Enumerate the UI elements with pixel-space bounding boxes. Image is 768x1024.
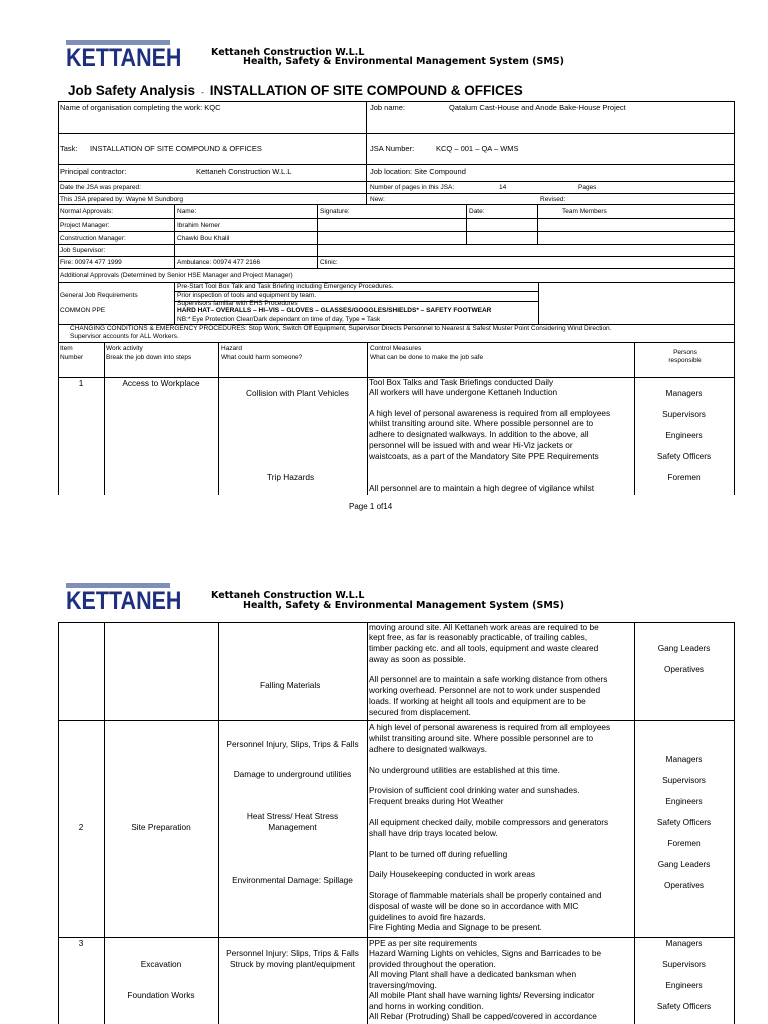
person-item: Supervisors (662, 409, 706, 419)
control-line: provided throughout the operation. (369, 959, 496, 969)
control-line: All personnel are to maintain a high degree of vigilance whilst (369, 483, 595, 493)
col-persons: Persons (673, 349, 697, 356)
principal-value: Kettaneh Construction W.L.L (196, 167, 292, 176)
person-item: Safety Officers (656, 1001, 712, 1011)
person-item: Safety Officers (656, 451, 712, 461)
date-prepared: Date the JSA was prepared: (60, 184, 141, 191)
control-line: All mobile Plant shall have warning lights/ Reversing indicator (369, 990, 595, 1000)
company-name-2: Kettaneh Construction W.L.L (211, 590, 365, 601)
control-line: All personnel are to maintain a safe working distance from others (369, 674, 608, 684)
person-item: Supervisors (662, 775, 706, 785)
job-location: Job location: Site Compound (370, 167, 466, 176)
person-item: Engineers (665, 796, 703, 806)
pages-word: Pages (578, 184, 597, 191)
changing-conditions-1: CHANGING CONDITIONS & EMERGENCY PROCEDURES: Stop Work, Switch Off Equipment, Supervisor Directs Personnel to Nearest & Safest Muster Point Considering Wind Direction. (70, 325, 612, 332)
row3-activity-excavation: Excavation (140, 959, 182, 969)
jsa-number-label: JSA Number: (370, 144, 415, 153)
person-item: Foremen (667, 838, 701, 848)
signature-label: Signature: (320, 208, 350, 215)
system-name: Health, Safety & Environmental Management System (SMS) (243, 56, 564, 67)
control-line: whilst transiting around site. Where possible personnel are to (369, 418, 594, 428)
col-item: Item (60, 345, 73, 352)
control-line: working overhead. Personnel are not to work under suspended (369, 685, 601, 695)
control-line: and horns in working condition. (369, 1001, 484, 1011)
row3-item: 3 (78, 938, 84, 948)
title-label: Job Safety Analysis (68, 83, 196, 98)
logo-text: KETTANEH (66, 44, 182, 72)
person-item: Managers (665, 938, 703, 948)
title-name: INSTALLATION OF SITE COMPOUND & OFFICES (209, 83, 523, 98)
person-item: Supervisors (662, 959, 706, 969)
job-name-label: Job name: (370, 103, 406, 112)
ppe-1: HARD HAT– OVERALLS – HI–VIS – GLOVES – GLASSES/GOGGLES/SHIELDS* – SAFETY FOOTWEAR (177, 307, 492, 314)
control-line: A high level of personal awareness is required from all employees (369, 408, 611, 418)
control-line: adhere to designated walkways. In addition to the above, all (369, 429, 589, 439)
row1-hazard-collision: Collision with Plant Vehicles (246, 388, 349, 398)
project-manager-name: Ibrahim Nemer (177, 222, 220, 229)
date-label: Date: (469, 208, 485, 215)
person-item: Managers (665, 754, 703, 764)
row1-hazard-falling: Falling Materials (260, 680, 321, 690)
control-line: Provision of sufficient cool drinking water and sunshades. (369, 785, 580, 795)
col-activity-sub: Break the job down into steps (106, 354, 192, 361)
general-req-1: Pre-Start Tool Box Talk and Task Briefing including Emergency Procedures. (177, 283, 394, 290)
col-hazard-sub: What could harm someone? (221, 354, 303, 361)
control-line: personnel will be issued with and wear Hi-Viz jackets or (369, 440, 573, 450)
control-line: waistcoats, as a part of the Mandatory Site PPE Requirements (369, 451, 599, 461)
task-value: INSTALLATION OF SITE COMPOUND & OFFICES (90, 144, 262, 153)
page-number: Page 1 of14 (349, 502, 393, 511)
general-req-label: General Job Requirements (60, 292, 138, 299)
fire-number: Fire: 00974 477 1999 (60, 259, 122, 266)
job-supervisor-label: Job Supervisor: (60, 247, 106, 254)
control-line: All workers will have undergone Kettaneh Induction (369, 387, 558, 397)
control-line: adhere to designated walkways. (369, 744, 488, 754)
hazard-item: Personnel Injury: Slips, Trips & Falls (226, 948, 359, 958)
principal-label: Principal contractor: (60, 167, 127, 176)
control-line: disposal of waste will be done so in accordance with MIC (369, 901, 579, 911)
control-line: Fire Fighting Media and Signage to be present. (369, 922, 542, 932)
name-label: Name: (177, 208, 197, 215)
title-dash: - (201, 88, 204, 97)
additional-approvals: Additional Approvals (Determined by Senior HSE Manager and Project Manager) (60, 272, 293, 279)
control-line: away as soon as possible. (369, 654, 466, 664)
system-name-2: Health, Safety & Environmental Management System (SMS) (243, 600, 564, 611)
person-item: Gang Leaders (657, 643, 711, 653)
hazard-item: Environmental Damage: Spillage (232, 875, 353, 885)
control-line: Daily Housekeeping conducted in work areas (369, 869, 536, 879)
person-item: Gang Leaders (657, 859, 711, 869)
hazard-item: Damage to underground utilities (233, 769, 352, 779)
person-item: Engineers (665, 430, 703, 440)
control-line: All Rebar (Protruding) Shall be capped/covered in accordance (369, 1011, 597, 1021)
hazard-item: Heat Stress/ Heat Stress (246, 811, 339, 821)
control-line: Frequent breaks during Hot Weather (369, 796, 504, 806)
revised-label: Revised: (540, 196, 566, 203)
hazard-item: Struck by moving plant/equipment (230, 959, 355, 969)
hazard-item: Management (268, 822, 317, 832)
person-item: Engineers (665, 980, 703, 990)
control-line: All moving Plant shall have a dedicated banksman when (369, 969, 577, 979)
ambulance-number: Ambulance: 00974 477 2166 (177, 259, 261, 266)
control-line: whilst transiting around site. Where possible personnel are to (369, 733, 594, 743)
team-members-label: Team Members (562, 208, 607, 215)
pages-value: 14 (499, 184, 507, 191)
col-number: Number (60, 354, 84, 361)
pages-label: Number of pages in this JSA: (370, 184, 455, 191)
control-line: loads. If working at height all tools and equipment are to be (369, 696, 586, 706)
control-line: PPE as per site requirements (369, 938, 477, 948)
ppe-label: COMMON PPE (60, 307, 106, 314)
person-item: Operatives (663, 664, 705, 674)
jsa-number-value: KCQ – 001 – QA – WMS (436, 144, 519, 153)
job-name-value: Qatalum Cast-House and Anode Bake-House Project (449, 103, 626, 112)
person-item: Safety Officers (656, 817, 712, 827)
row1-activity: Access to Workplace (122, 378, 200, 388)
task-label: Task: (60, 144, 78, 153)
normal-approvals: Normal Approvals: (60, 208, 114, 215)
clinic-label: Clinic: (320, 259, 338, 266)
ppe-2: NB:* Eye Protection Clear/Dark dependant on time of day, Type = Task (177, 316, 381, 323)
control-line: shall have drip trays located below. (369, 828, 498, 838)
control-line: Tool Box Talks and Task Briefings conducted Daily (369, 377, 554, 387)
row1-hazard-trip: Trip Hazards (267, 472, 315, 482)
hazard-item: Personnel Injury, Slips, Trips & Falls (226, 739, 359, 749)
col-persons-sub: responsible (668, 357, 702, 364)
control-line: No underground utilities are established at this time. (369, 765, 560, 775)
control-line: A high level of personal awareness is required from all employees (369, 722, 611, 732)
col-activity: Work activity (106, 345, 143, 352)
project-manager-label: Project Manager: (60, 222, 110, 229)
row1-item: 1 (78, 378, 84, 388)
prepared-by: This JSA prepared by: Wayne M Sundborg (60, 196, 183, 203)
control-line: traversing/moving. (369, 980, 437, 990)
control-line: timber packing etc. and all tools, equipment and waste cleared (369, 643, 599, 653)
row2-activity: Site Preparation (131, 822, 191, 832)
control-line: guidelines to avoid fire hazards. (369, 912, 486, 922)
col-hazard: Hazard (221, 345, 242, 352)
page-title (68, 83, 523, 98)
company-name: Kettaneh Construction W.L.L (211, 47, 365, 58)
logo-text-2: KETTANEH (66, 587, 182, 615)
person-item: Operatives (663, 880, 705, 890)
org-field: Name of organisation completing the work: KQC (60, 103, 221, 112)
new-label: New: (370, 196, 385, 203)
control-line: All equipment checked daily, mobile compressors and generators (369, 817, 609, 827)
changing-conditions-2: Supervisor accounts for ALL Workers. (70, 333, 179, 340)
general-req-2: Prior inspection of tools and equipment by team. (177, 292, 317, 299)
construction-manager-name: Chawki Bou Khalil (177, 235, 230, 242)
general-req-3: Supervisors familiar with EHS Procedures (177, 300, 298, 307)
control-line: Plant to be turned off during refuelling (369, 849, 508, 859)
construction-manager-label: Construction Manager: (60, 235, 126, 242)
control-line: kept free, as far is reasonably practicable, of trailing cables, (369, 632, 588, 642)
col-control-sub: What can be done to make the job safe (370, 354, 484, 361)
person-item: Foremen (667, 472, 701, 482)
control-line: moving around site. All Kettaneh work areas are required to be (369, 622, 599, 632)
col-control: Control Measures (370, 345, 422, 352)
row2-item: 2 (78, 822, 84, 832)
person-item: Managers (665, 388, 703, 398)
row3-activity-foundation: Foundation Works (127, 990, 195, 1000)
company-logo-2 (66, 583, 182, 617)
company-logo (66, 40, 182, 74)
control-line: Hazard Warning Lights on vehicles, Signs and Barricades to be (369, 948, 602, 958)
control-line: secured from displacement. (369, 707, 471, 717)
control-line: Storage of flammable materials shall be properly contained and (369, 890, 602, 900)
